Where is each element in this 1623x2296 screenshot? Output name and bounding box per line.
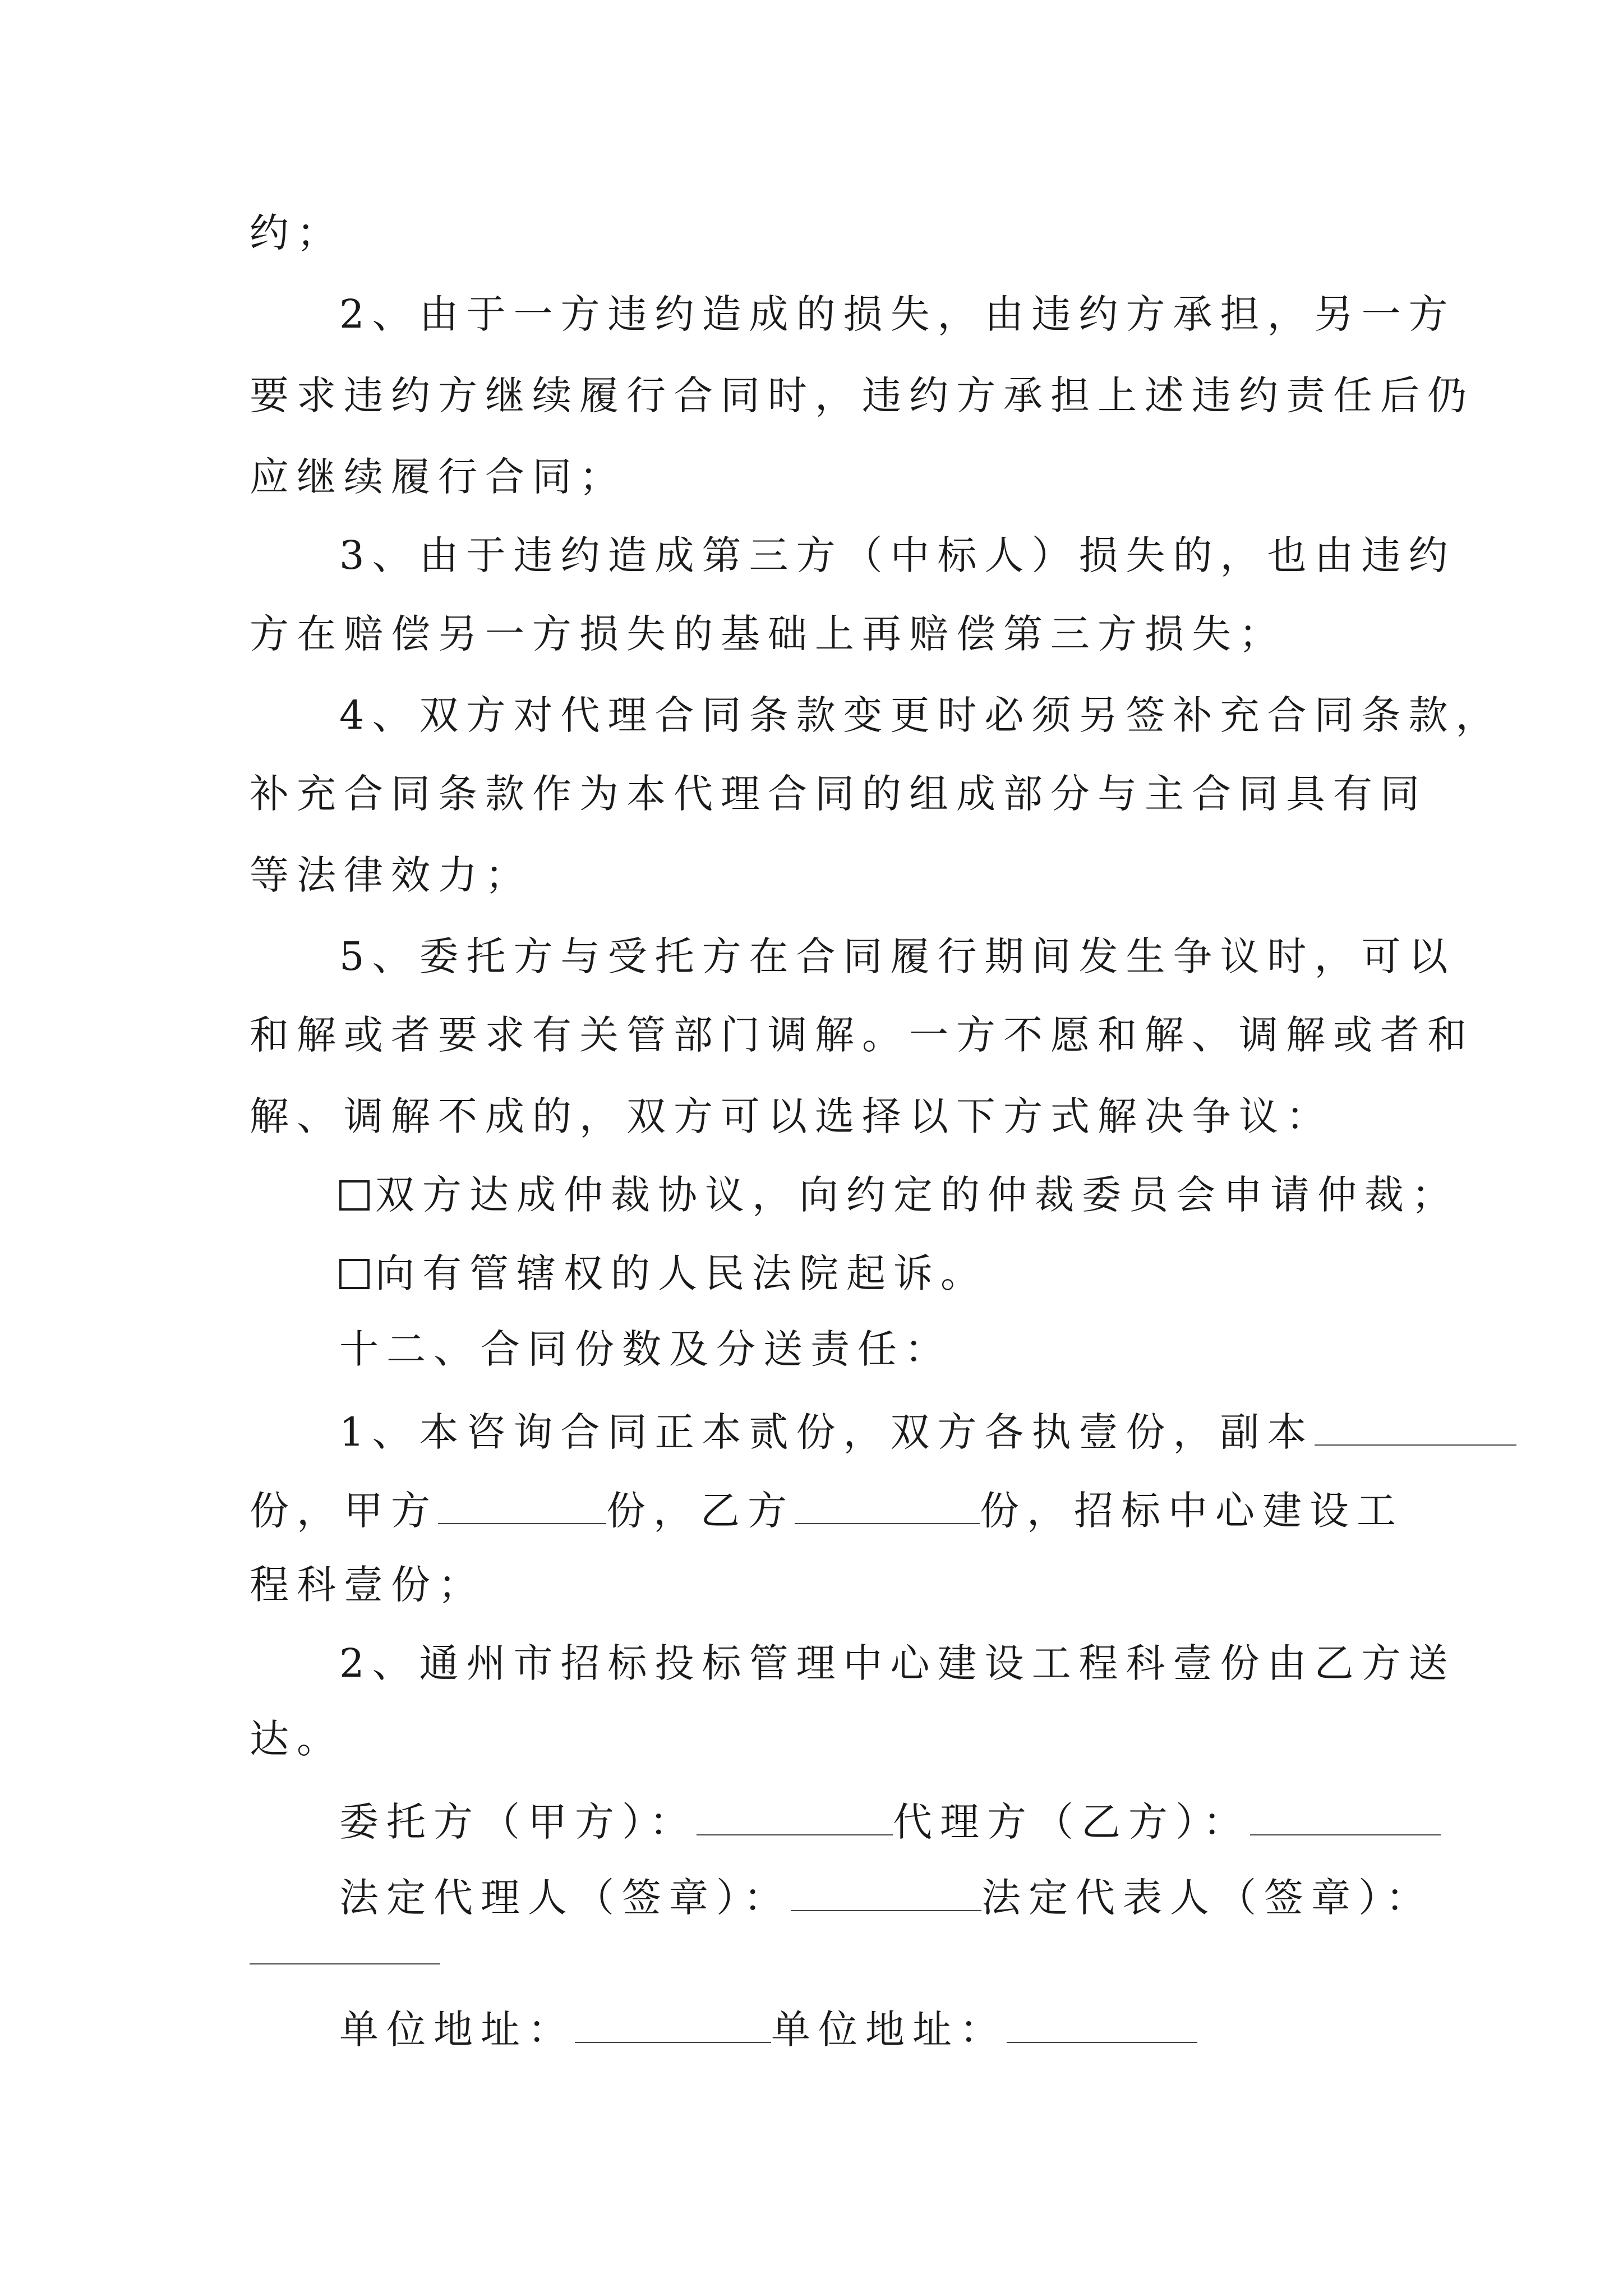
text-span: 补充合同条款作为本代理合同的组成部分与主合同具有同 [250,771,1427,817]
text-line [250,449,626,505]
text-line [250,1007,1474,1063]
text-line [339,1400,1516,1460]
checkbox-icon[interactable] [339,1259,370,1289]
text-span: 解、调解不成的，双方可以选择以下方式解决争议： [250,1093,1333,1139]
text-span: 3、由于违约造成第三方（中标人）损失的，也由违约 [339,532,1456,578]
blank-address-a-field[interactable] [575,1997,771,2043]
text-line [339,1635,1456,1691]
text-line [339,286,1456,342]
blank-address-b-field[interactable] [1007,1997,1197,2043]
text-span: 份，甲方 [250,1488,438,1534]
text-span: 单位地址： [771,2007,1007,2053]
text-line [250,606,1286,662]
checkbox-icon[interactable] [339,1180,370,1211]
blank-party-a-copies[interactable] [438,1478,606,1524]
text-span: 份，乙方 [606,1488,795,1534]
blank-agent-field[interactable] [1250,1789,1441,1835]
blank-party-b-copies[interactable] [795,1478,980,1524]
text-span: 要求违约方继续履行合同时，违约方承担上述违约责任后仍 [250,372,1474,418]
text-span: 等法律效力； [250,852,532,898]
text-span: 程科壹份； [250,1562,485,1608]
text-line [250,1088,1333,1144]
text-span: 1、本咨询合同正本贰份，双方各执壹份，副本 [339,1409,1315,1455]
text-line [250,766,1427,822]
text-line [250,367,1474,424]
text-span: 法定代表人（签章）： [981,1875,1433,1921]
text-span: 应继续履行合同； [250,454,626,500]
text-span: 和解或者要求有关管部门调解。一方不愿和解、调解或者和 [250,1012,1474,1058]
text-span: 达。 [250,1716,344,1762]
text-span: 份，招标中心建设工 [980,1488,1404,1534]
text-span: 方在赔偿另一方损失的基础上再赔偿第三方损失； [250,611,1286,657]
text-span: 双方达成仲裁协议，向约定的仲裁委员会申请仲裁； [375,1172,1459,1218]
text-line [250,1557,485,1613]
text-span: 约； [250,210,344,256]
signature-line-parties [339,1789,1441,1850]
text-span: 单位地址： [339,2007,575,2053]
address-line [339,1997,1197,2058]
text-span: 代理方（乙方）： [893,1799,1250,1845]
signature-line-representatives [339,1865,1433,1926]
text-line [250,847,532,903]
text-line [250,1478,1404,1539]
text-span: 向有管辖权的人民法院起诉。 [375,1250,988,1296]
text-line [339,527,1456,583]
text-span: 十二、合同份数及分送责任： [339,1326,952,1372]
text-span: 4、双方对代理合同条款变更时必须另签补充合同条款， [339,692,1503,738]
option-arbitration [339,1167,1459,1223]
text-span: 5、委托方与受托方在合同履行期间发生争议时，可以 [339,933,1456,979]
text-span: 委托方（甲方）： [339,1799,697,1845]
text-span: 2、通州市招标投标管理中心建设工程科壹份由乙方送 [339,1640,1456,1686]
blank-client-field[interactable] [697,1789,893,1835]
text-span: 法定代理人（签章）： [339,1875,791,1921]
text-line [339,687,1503,743]
blank-legal-agent-field[interactable] [791,1865,981,1911]
text-span: 2、由于一方违约造成的损失，由违约方承担，另一方 [339,291,1456,337]
section-heading [339,1321,952,1377]
option-court [339,1245,988,1301]
blank-copies-field[interactable] [1315,1400,1516,1446]
blank-legal-representative-field[interactable] [250,1963,440,1964]
text-line [339,928,1456,984]
text-line [250,205,344,261]
text-line [250,1711,344,1767]
